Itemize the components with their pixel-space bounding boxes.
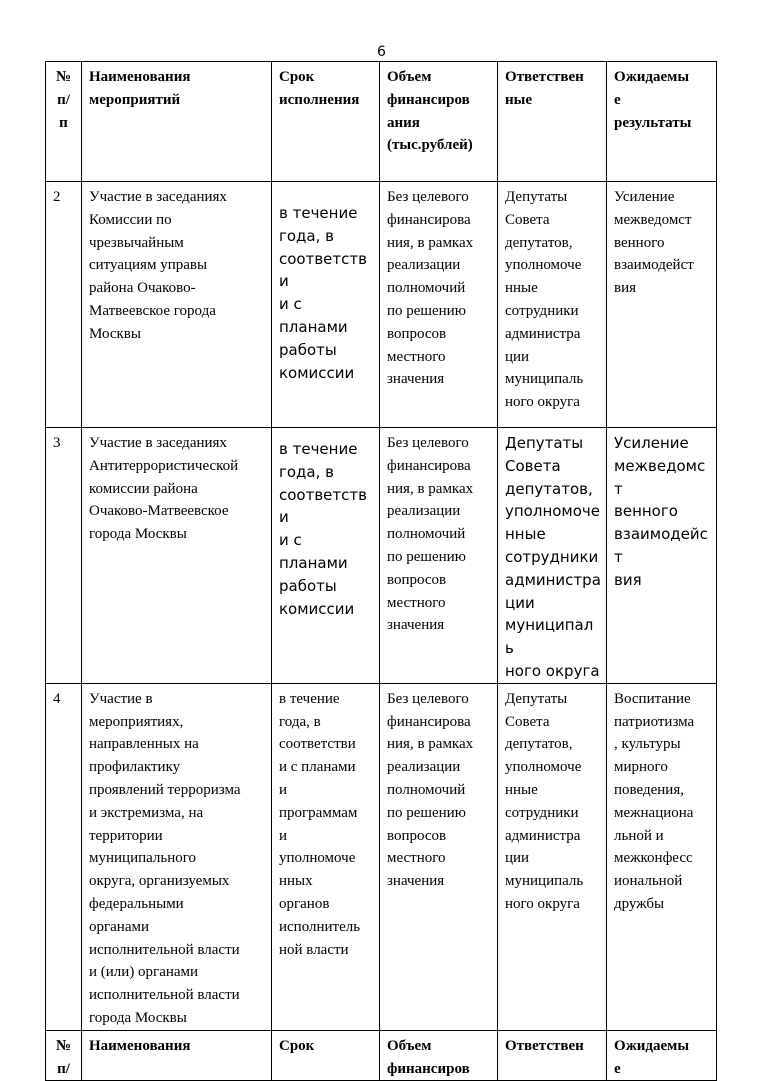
header-event-name: Наименования [82,1030,272,1081]
row-financing: Без целевого финансирова ния, в рамках реализации полномочий по решению вопросов местного значения [380,428,498,684]
row-term: в течение года, в соответстви и с планами и программам и уполномоче нных органов исполнитель ной власти [272,683,380,1030]
row-event-name: Участие в заседаниях Антитеррористической комиссии района Очаково-Матвеевское города Москвы [82,428,272,684]
table-header-row-repeat [46,1030,717,1081]
row-event-name: Участие в заседаниях Комиссии по чрезвычайным ситуациям управы района Очаково- Матвеевское города Москвы [82,182,272,428]
header-responsible: Ответствен ные [498,62,607,182]
row-number: 4 [46,683,82,1030]
header-number: № п/ [46,1030,82,1081]
row-responsible: Депутаты Совета депутатов, уполномоче нные сотрудники администра ции муниципаль ного округа [498,428,607,684]
table-row [46,428,717,684]
row-expected-results: Усиление межведомст венного взаимодейст вия [607,182,717,428]
row-event-name: Участие в мероприятиях, направленных на профилактику проявлений терроризма и экстремизма, на территории муниципального округа, организуемых федеральными органами исполнительной власти и (или) органами исполнительной власти города Москвы [82,683,272,1030]
header-financing: Объем финансиров [380,1030,498,1081]
header-event-name: Наименования мероприятий [82,62,272,182]
page-number: 6 [377,44,386,60]
row-number: 3 [46,428,82,684]
row-term: в течение года, в соответстви и с планами работы комиссии [272,428,380,684]
events-plan-table [45,61,717,1081]
row-number: 2 [46,182,82,428]
header-number: № п/ п [46,62,82,182]
row-responsible: Депутаты Совета депутатов, уполномоче нные сотрудники администра ции муниципаль ного округа [498,683,607,1030]
row-expected-results: Усиление межведомст венного взаимодейст вия [607,428,717,684]
header-responsible: Ответствен [498,1030,607,1081]
row-financing: Без целевого финансирова ния, в рамках реализации полномочий по решению вопросов местного значения [380,182,498,428]
header-term: Срок [272,1030,380,1081]
header-expected-results: Ожидаемы е [607,1030,717,1081]
table-row [46,683,717,1030]
row-term: в течение года, в соответстви и с планами работы комиссии [272,182,380,428]
header-term: Срок исполнения [272,62,380,182]
table-header-row [46,62,717,182]
header-expected-results: Ожидаемы е результаты [607,62,717,182]
header-financing: Объем финансиров ания (тыс.рублей) [380,62,498,182]
row-financing: Без целевого финансирова ния, в рамках реализации полномочий по решению вопросов местного значения [380,683,498,1030]
row-responsible: Депутаты Совета депутатов, уполномоче нные сотрудники администра ции муниципаль ного округа [498,182,607,428]
table-row [46,182,717,428]
row-expected-results: Воспитание патриотизма , культуры мирного поведения, межнациона льной и межконфесс иональной дружбы [607,683,717,1030]
